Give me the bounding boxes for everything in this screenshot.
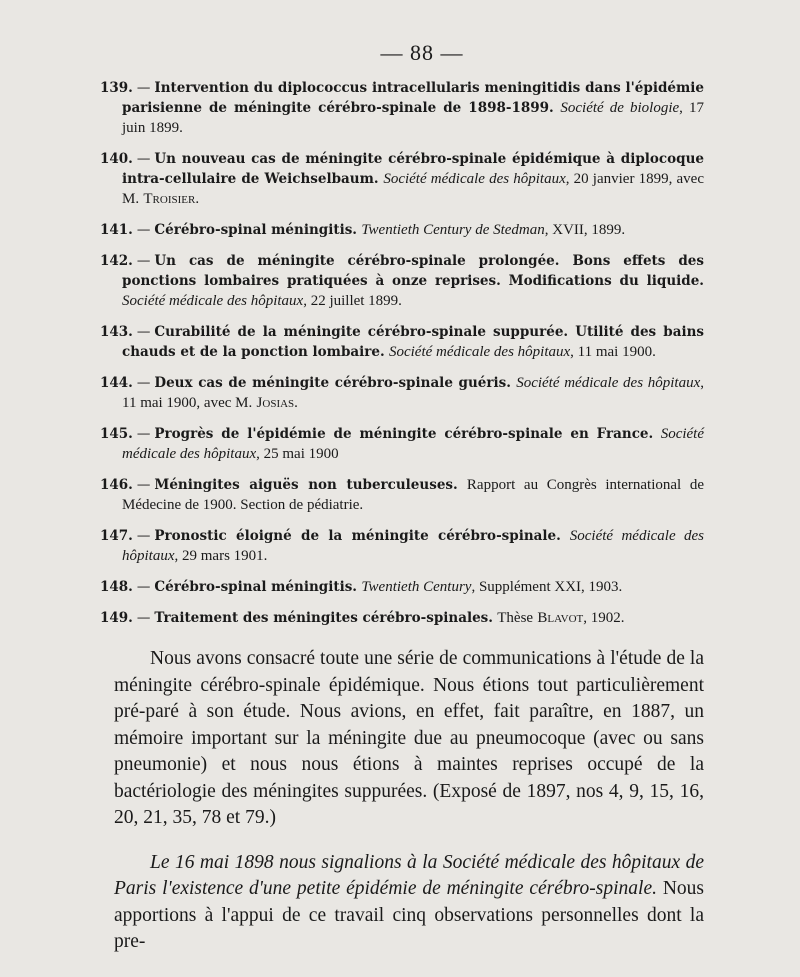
bibliography-entry	[100, 78, 704, 138]
entry-number: 146.	[100, 477, 133, 493]
entry-end: , 1902.	[583, 610, 625, 626]
bibliography-entry	[100, 251, 704, 311]
entry-number: 141.	[100, 222, 133, 238]
entry-tail: , 22 juillet 1899.	[303, 293, 402, 309]
entry-dash: —	[136, 528, 151, 544]
bibliography-entry	[100, 424, 704, 464]
entry-source: Société médicale des hôpitaux	[122, 426, 704, 462]
entry-dash: —	[136, 375, 151, 391]
entry-tail: , 11 mai 1900, avec M.	[122, 375, 704, 411]
page-number: — 88 —	[380, 40, 464, 65]
entry-title: Curabilité de la méningite cérébro-spinale suppurée. Utilité des bains chauds et de la ponction lombaire.	[122, 324, 704, 360]
entry-number: 140.	[100, 151, 133, 167]
bibliography-entry	[100, 149, 704, 209]
paragraph-italic-part: Le 16 mai 1898 nous signalions à la Société médicale des hôpitaux de Paris l'existence d'une petite épidémie de méningite cérébro-spinale.	[114, 851, 704, 899]
entry-dash: —	[136, 80, 151, 96]
entry-tail: , 11 mai 1900.	[570, 344, 656, 360]
bibliography-entry	[100, 608, 704, 628]
entry-title: Traitement des méningites cérébro-spinales.	[154, 610, 493, 626]
entry-number: 147.	[100, 528, 133, 544]
bibliography-entry	[100, 322, 704, 362]
paragraph-plain-part: Nous apportions à l'appui de ce travail cinq observations personnelles dont la pre-	[114, 878, 705, 952]
bibliography-entry	[100, 577, 704, 597]
entry-source: Société de biologie	[560, 100, 680, 116]
entry-details: Thèse	[497, 610, 534, 626]
entry-title: Pronostic éloigné de la méningite cérébro-spinale.	[154, 528, 561, 544]
entry-number: 148.	[100, 579, 133, 595]
entry-title: Cérébro-spinal méningitis.	[154, 222, 358, 238]
entry-dash: —	[136, 324, 151, 340]
entry-title: Un cas de méningite cérébro-spinale prolongée. Bons effets des ponctions lombaires pratiquées à onze reprises. Modifications du liquide.	[122, 253, 704, 289]
entry-tail: , Supplément XXI, 1903.	[471, 579, 623, 595]
entry-author: Troisier	[143, 191, 196, 207]
entry-number: 145.	[100, 426, 133, 442]
entry-dash: —	[136, 477, 151, 493]
entry-author: Blavot	[537, 610, 584, 626]
entry-number: 144.	[100, 375, 133, 391]
entry-dash: —	[136, 426, 151, 442]
entry-source: Twentieth Century	[361, 579, 472, 595]
entry-number: 149.	[100, 610, 133, 626]
entry-number: 139.	[100, 80, 133, 96]
body-text	[100, 646, 704, 956]
entry-tail: , XVII, 1899.	[544, 222, 626, 238]
entry-end: .	[195, 191, 200, 207]
entry-dash: —	[136, 610, 151, 626]
entry-tail: , 25 mai 1900	[256, 446, 339, 462]
entry-tail: , 29 mars 1901.	[174, 548, 268, 564]
entry-end: .	[294, 395, 298, 411]
entry-details: Rapport au Congrès international de Médecine de 1900. Section de pédiatrie.	[122, 477, 704, 513]
paragraph: Nous avons consacré toute une série de communications à l'étude de la méningite cérébro-spinale épidémique. Nous étions tout particulièrement pré-paré à son étude. Nous avions, en effet, fait paraître, en 1887, un mémoire important sur la méningite due au pneumocoque (avec ou sans pneumonie) et nous nous étions à maintes reprises occupé de la bactériologie des méningites suppurées. (Exposé de 1897, nos 4, 9, 15, 16, 20, 21, 35, 78 et 79.)	[114, 648, 704, 828]
entry-author: Josias	[256, 395, 295, 411]
bibliography-entry	[100, 475, 704, 515]
entry-source: Twentieth Century de Stedman	[361, 222, 545, 238]
paragraph	[114, 850, 704, 956]
bibliography-entry	[100, 373, 704, 413]
entry-tail: , 17 juin 1899.	[122, 100, 704, 136]
entry-number: 142.	[100, 253, 133, 269]
entry-source: Société médicale des hôpitaux	[122, 293, 304, 309]
entry-source: Société médicale des hôpitaux	[122, 528, 704, 564]
entry-title: Progrès de l'épidémie de méningite cérébro-spinale en France.	[154, 426, 654, 442]
entry-source: Société médicale des hôpitaux	[516, 375, 701, 391]
entry-dash: —	[136, 253, 151, 269]
entry-title: Un nouveau cas de méningite cérébro-spinale épidémique à diplocoque intra-cellulaire de Weichselbaum.	[122, 151, 704, 187]
entry-source: Société médicale des hôpitaux	[383, 171, 566, 187]
entry-title: Intervention du diplococcus intracellularis meningitidis dans l'épidémie parisienne de méningite cérébro-spinale de 1898-1899.	[122, 80, 704, 116]
entry-tail: , 20 janvier 1899, avec M.	[122, 171, 704, 207]
bibliography-entry	[100, 220, 704, 240]
entry-source: Société médicale des hôpitaux	[388, 344, 571, 360]
entry-number: 143.	[100, 324, 133, 340]
bibliography-entry	[100, 526, 704, 566]
entry-dash: —	[136, 579, 151, 595]
entry-dash: —	[136, 151, 151, 167]
bibliography-list	[100, 78, 704, 628]
entry-dash: —	[136, 222, 151, 238]
entry-title: Cérébro-spinal méningitis.	[154, 579, 358, 595]
entry-title: Deux cas de méningite cérébro-spinale guéris.	[154, 375, 511, 391]
entry-title: Méningites aiguës non tuberculeuses.	[154, 477, 458, 493]
